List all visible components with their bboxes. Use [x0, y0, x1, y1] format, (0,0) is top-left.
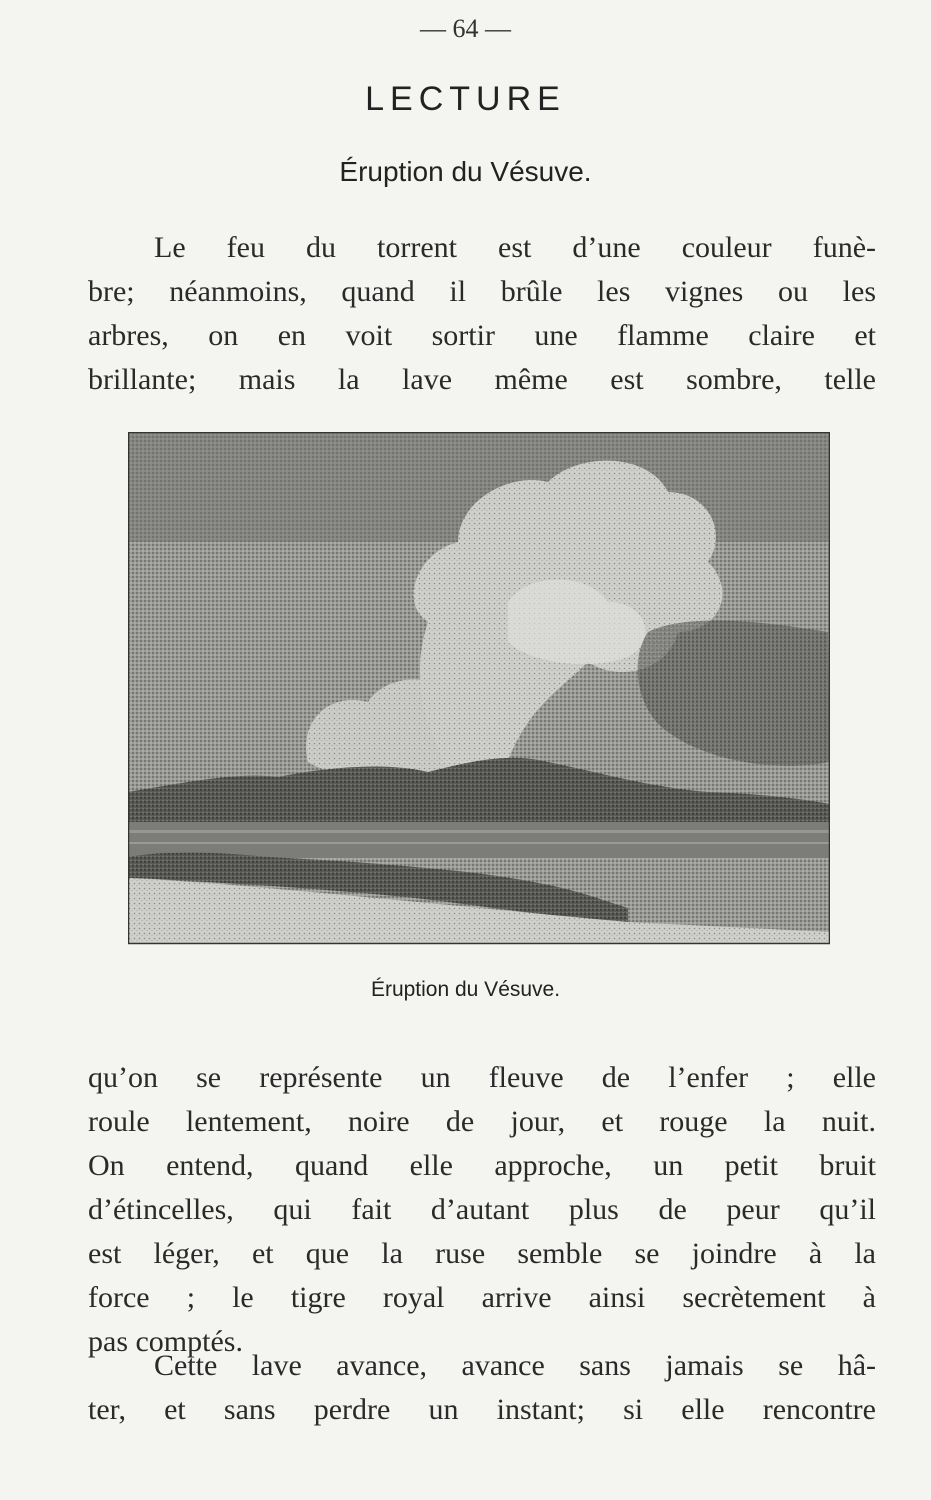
figure-caption: Éruption du Vésuve.	[370, 978, 561, 1001]
reading-title: Éruption du Vésuve.	[339, 156, 592, 187]
volcano-illustration	[128, 432, 830, 952]
text-line: Le feu du torrent est d’une couleur funè-	[154, 231, 876, 264]
paragraph-1	[88, 226, 876, 402]
section-title: LECTURE	[365, 80, 566, 118]
text-line: arbres, on en voit sortir une flamme claire et	[88, 319, 876, 352]
text-line: brillante; mais la lave même est sombre, telle	[88, 363, 876, 396]
text-line: est léger, et que la ruse semble se joindre à la	[88, 1237, 876, 1270]
text-line: pas comptés.	[88, 1325, 243, 1358]
text-line: bre; néanmoins, quand il brûle les vignes ou les	[88, 275, 876, 308]
text-line: d’étincelles, qui fait d’autant plus de peur qu’il	[88, 1193, 876, 1226]
text-line: qu’on se représente un fleuve de l’enfer ; elle	[88, 1061, 876, 1094]
text-line: roule lentement, noire de jour, et rouge la nuit.	[88, 1105, 876, 1138]
paragraph-3	[88, 1344, 876, 1432]
text-line: force ; le tigre royal arrive ainsi secrètement à	[88, 1281, 876, 1314]
page-number: — 64 —	[420, 14, 511, 43]
paragraph-2	[88, 1056, 876, 1364]
text-line: ter, et sans perdre un instant; si elle rencontre	[88, 1393, 876, 1426]
text-line: On entend, quand elle approche, un petit bruit	[88, 1149, 876, 1182]
text-line: Cette lave avance, avance sans jamais se hâ-	[154, 1349, 876, 1382]
